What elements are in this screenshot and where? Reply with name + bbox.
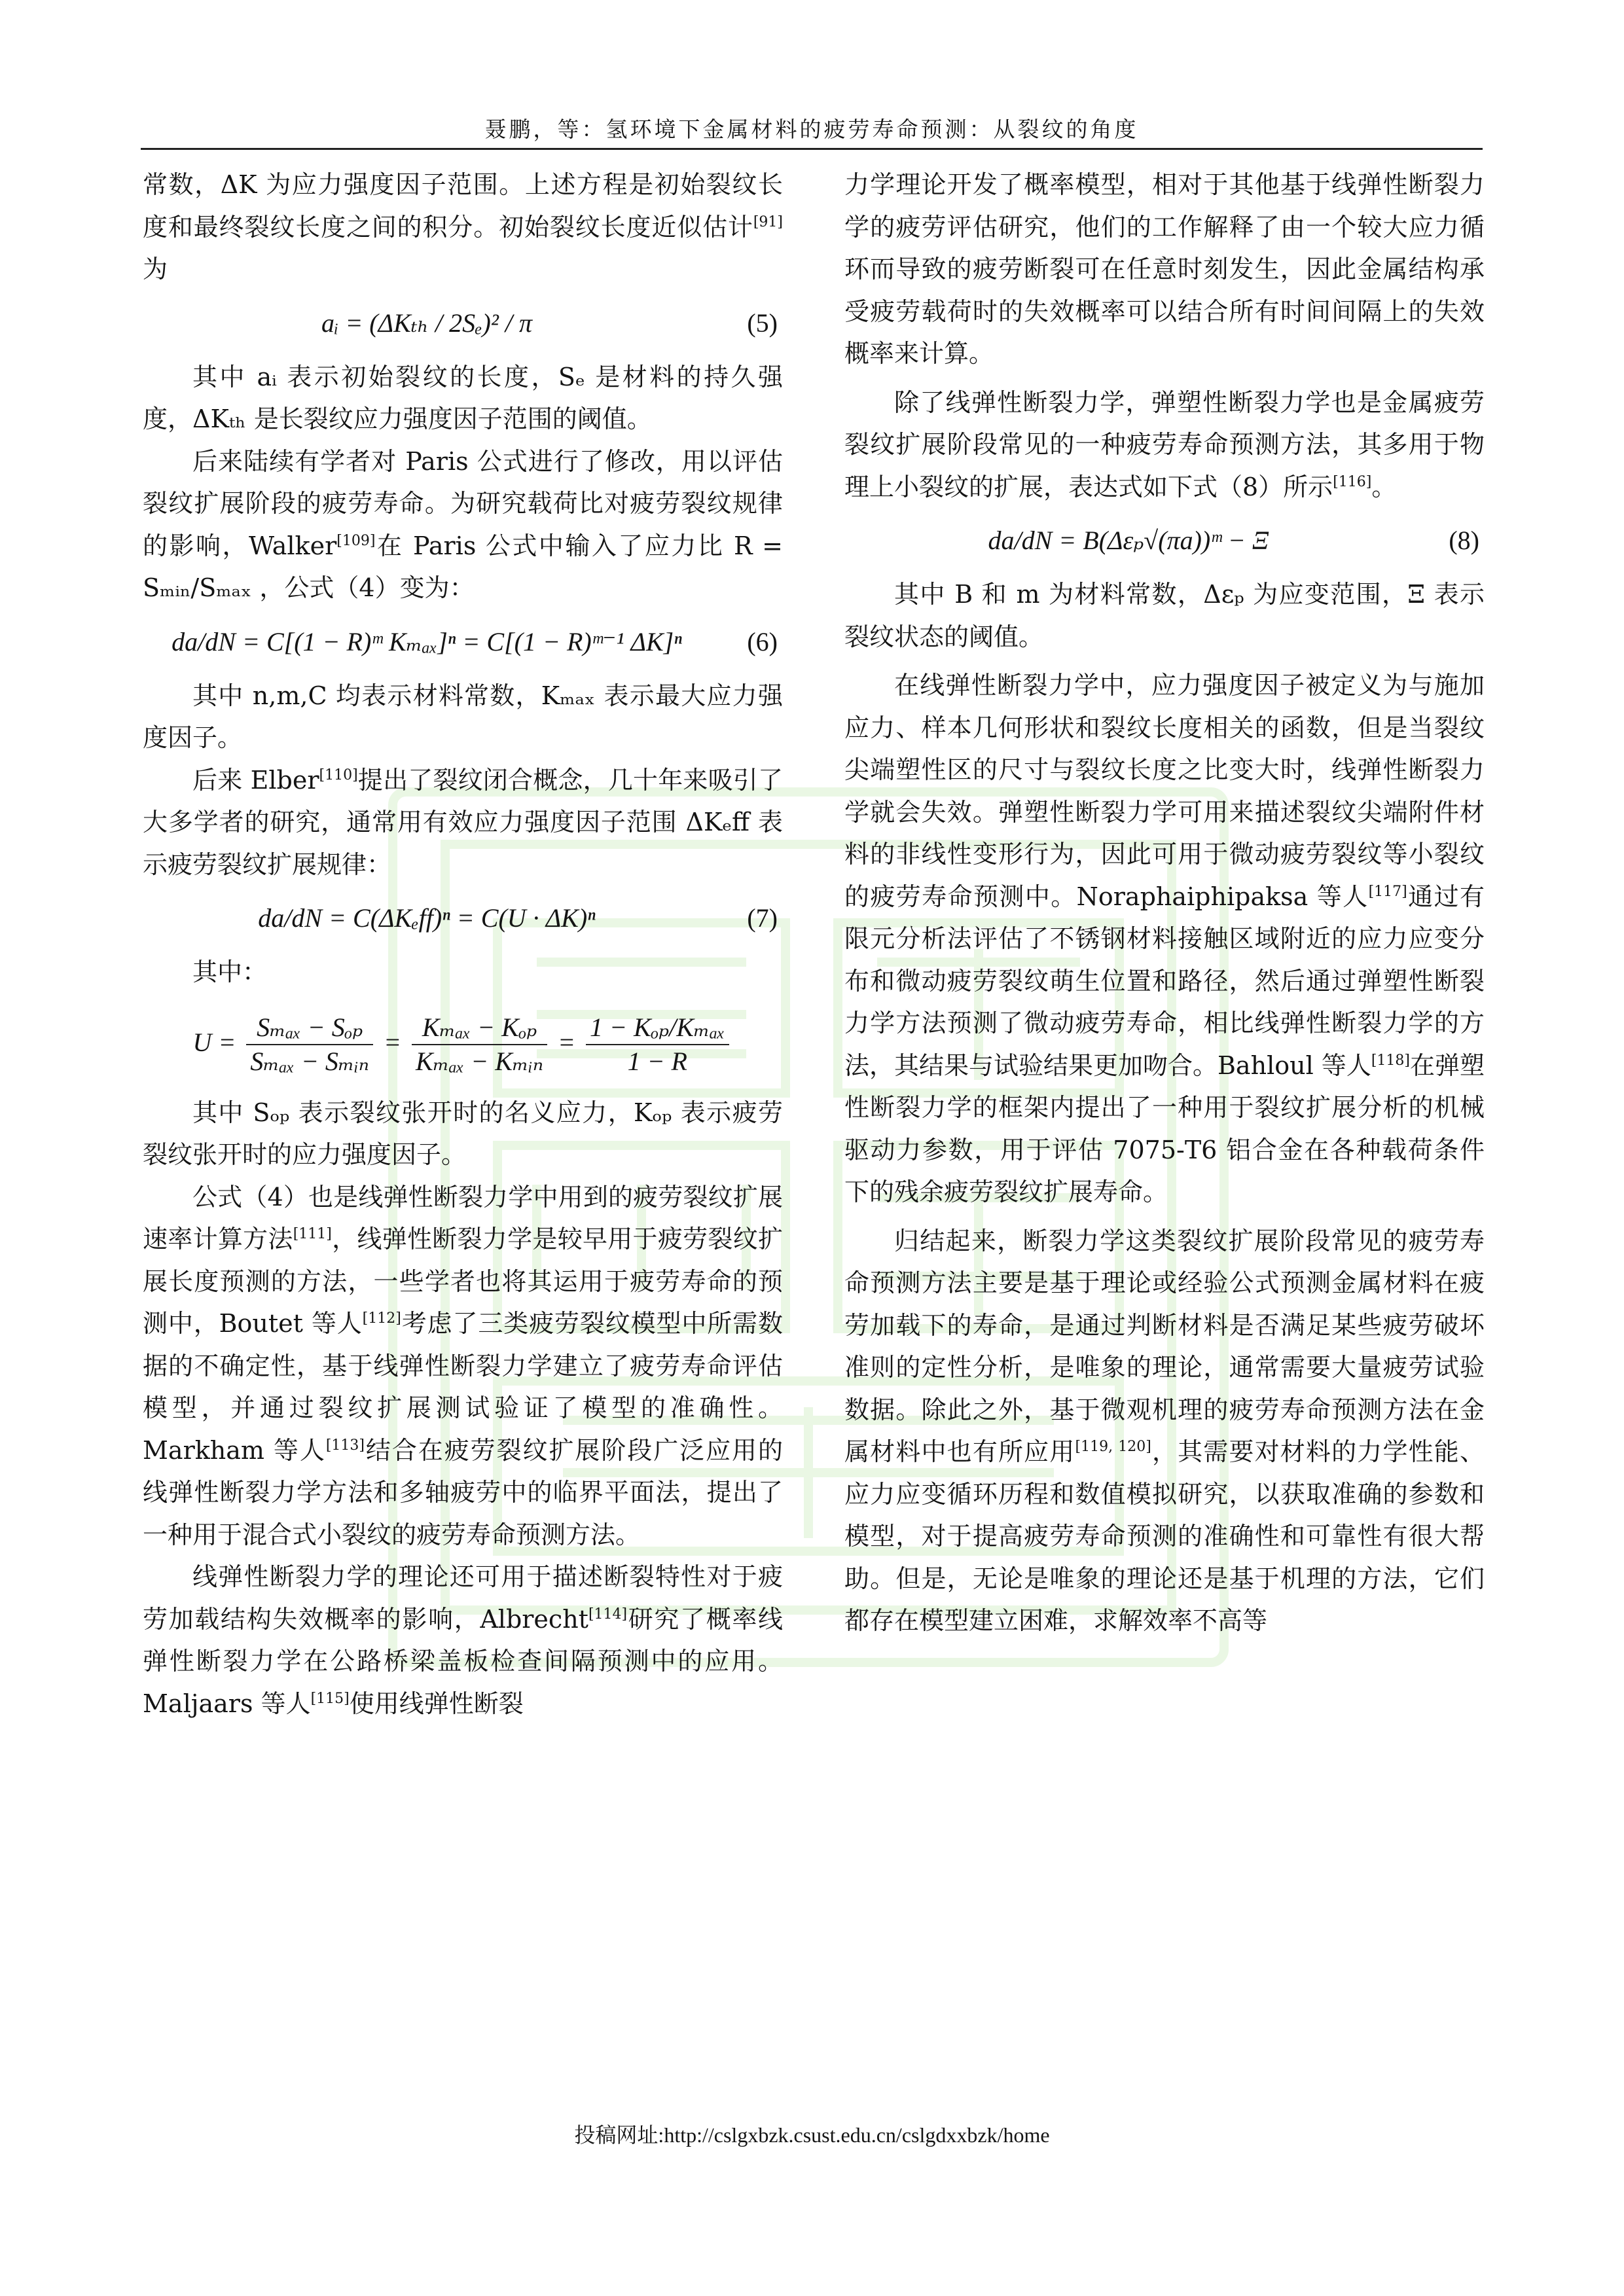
paragraph: 力学理论开发了概率模型，相对于其他基于线弹性断裂力学的疲劳评估研究，他们的工作解释了由一个较大应力循环而导致的疲劳断裂可在任意时刻发生，因此金属结构承受疲劳载荷时的失效概率可以结合所有时间间隔上的失效概率来计算。 bbox=[844, 170, 1485, 368]
citation[interactable]: [110] bbox=[319, 766, 358, 783]
fraction bbox=[586, 1011, 729, 1078]
equation-expression: da/dN = B(Δεₚ√(πa))ᵐ − Ξ bbox=[988, 526, 1269, 555]
equation-8 bbox=[844, 508, 1485, 573]
text: 在 Paris 公式中输入了应力比 R = Sₘᵢₙ/Sₘₐₓ ，公式（4）变为： bbox=[143, 531, 784, 602]
footer-url[interactable]: 投稿网址:http://cslgxbzk.csust.edu.cn/cslgdxxbzk/home bbox=[574, 2123, 1050, 2147]
text: 结合在疲劳裂纹扩展阶段广泛应用的线弹性断裂力学方法和多轴疲劳中的临界平面法，提出了一种用于混合式小裂纹的疲劳寿命预测方法。 bbox=[143, 1435, 783, 1549]
equation-expression: aᵢ = (ΔKₜₕ / 2Sₑ)² / π bbox=[321, 308, 533, 338]
text: 在弹塑性断裂力学的框架内提出了一种用于裂纹扩展分析的机械驱动力参数，用于评估 7075-T6 铝合金在各种载荷条件下的残余疲劳裂纹扩展寿命。 bbox=[844, 1050, 1485, 1206]
paragraph: 其中 Sₒₚ 表示裂纹张开时的名义应力，Kₒₚ 表示疲劳裂纹张开时的应力强度因子。 bbox=[143, 1098, 783, 1169]
text: 通过有限元分析法评估了不锈钢材料接触区域附近的应力应变分布和微动疲劳裂纹萌生位置和路径，然后通过弹塑性断裂力学方法预测了微动疲劳寿命，相比线弹性断裂力学的方法，其结果与试验结果更加吻合。Bahloul 等人 bbox=[844, 882, 1485, 1080]
denominator: Kₘₐₓ − Kₘᵢₙ bbox=[416, 1047, 544, 1077]
text: 归结起来，断裂力学这类裂纹扩展阶段常见的疲劳寿命预测方法主要是基于理论或经验公式预测金属材料在疲劳加载下的寿命，是通过判断材料是否满足某些疲劳破坏准则的定性分析，是唯象的理论，通常需要大量疲劳试验数据。除此之外，基于微观机理的疲劳寿命预测方法在金属材料中也有所应用 bbox=[844, 1226, 1485, 1466]
citation[interactable]: [111] bbox=[293, 1226, 332, 1242]
text: 常数，ΔK 为应力强度因子范围。上述方程是初始裂纹长度和最终裂纹长度之间的积分。初始裂纹长度近似估计 bbox=[143, 170, 783, 242]
text: 。 bbox=[1371, 472, 1397, 501]
equation-5 bbox=[143, 291, 783, 356]
denominator: 1 − R bbox=[627, 1047, 687, 1077]
citation[interactable]: [119, 120] bbox=[1075, 1439, 1151, 1455]
paragraph bbox=[143, 759, 783, 886]
equation-number: (7) bbox=[747, 903, 778, 933]
equals-sign: = bbox=[558, 1027, 576, 1057]
text: 后来 Elber bbox=[192, 765, 319, 795]
fraction bbox=[246, 1011, 373, 1078]
right-column bbox=[844, 164, 1485, 1642]
numerator: Kₘₐₓ − Kₒₚ bbox=[412, 1011, 547, 1045]
citation[interactable]: [116] bbox=[1333, 473, 1372, 490]
equation-number: (5) bbox=[747, 308, 778, 338]
citation[interactable]: [118] bbox=[1371, 1052, 1410, 1069]
equation-expression: da/dN = C(ΔKₑff)ⁿ = C(U · ΔK)ⁿ bbox=[258, 903, 596, 933]
citation[interactable]: [109] bbox=[336, 532, 376, 549]
equation-u bbox=[143, 994, 783, 1092]
paragraph bbox=[844, 382, 1485, 509]
text: 在线弹性断裂力学中，应力强度因子被定义为与施加应力、样本几何形状和裂纹长度相关的函数，但是当裂纹尖端塑性区的尺寸与裂纹长度之比变大时，线弹性断裂力学就会失效。弹塑性断裂力学可用来描述裂纹尖端附件材料的非线性变形行为，因此可用于微动疲劳裂纹等小裂纹的疲劳寿命预测中。Noraphaiphipaksa 等人 bbox=[844, 671, 1485, 911]
text: 后来陆续有学者对 Paris 公式进行了修改，用以评估裂纹扩展阶段的疲劳寿命。为研究载荷比对疲劳裂纹规律的影响，Walker bbox=[143, 446, 783, 560]
text: 为 bbox=[143, 255, 168, 283]
paragraph bbox=[844, 1220, 1485, 1642]
equation-number: (6) bbox=[747, 626, 778, 656]
citation[interactable]: [114] bbox=[588, 1605, 628, 1623]
running-header: 聂鹏，等：氢环境下金属材料的疲劳寿命预测：从裂纹的角度 bbox=[484, 117, 1139, 142]
citation[interactable]: [117] bbox=[1368, 883, 1407, 900]
text: 公式（4）也是线弹性断裂力学中用到的疲劳裂纹扩展速率计算方法 bbox=[143, 1182, 783, 1253]
citation[interactable]: [113] bbox=[325, 1437, 365, 1454]
citation[interactable]: [115] bbox=[310, 1690, 350, 1707]
fraction bbox=[412, 1011, 547, 1078]
equation-7 bbox=[143, 886, 783, 951]
text: ，线弹性断裂力学是较早用于疲劳裂纹扩展长度预测的方法，一些学者也将其运用于疲劳寿命的预测中，Boutet 等人 bbox=[143, 1225, 783, 1338]
equals-sign: = bbox=[384, 1027, 402, 1057]
numerator: 1 − Kₒₚ/Kₘₐₓ bbox=[586, 1011, 729, 1045]
paragraph: 其中 n,m,C 均表示材料常数，Kₘₐₓ 表示最大应力强度因子。 bbox=[143, 681, 783, 752]
text: 线弹性断裂力学的理论还可用于描述断裂特性对于疲劳加载结构失效概率的影响，Albrecht bbox=[143, 1562, 783, 1634]
paragraph bbox=[143, 1556, 783, 1725]
equation-lhs: U = bbox=[192, 1027, 236, 1057]
paragraph bbox=[143, 440, 783, 609]
paragraph: 其中： bbox=[192, 958, 268, 986]
left-column bbox=[143, 164, 783, 1725]
text: 使用线弹性断裂 bbox=[349, 1689, 524, 1718]
paragraph bbox=[844, 664, 1485, 1213]
text: 提出了裂纹闭合概念，几十年来吸引了大多学者的研究，通常用有效应力强度因子范围 ΔKₑff 表示疲劳裂纹扩展规律： bbox=[143, 765, 783, 879]
text: 除了线弹性断裂力学，弹塑性断裂力学也是金属疲劳裂纹扩展阶段常见的一种疲劳寿命预测方法，其多用于物理上小裂纹的扩展，表达式如下式（8）所示 bbox=[844, 387, 1485, 501]
text: 研究了概率线弹性断裂力学在公路桥梁盖板检查间隔预测中的应用。Maljaars 等人 bbox=[143, 1604, 783, 1718]
citation[interactable]: [91] bbox=[753, 213, 783, 230]
equation-6 bbox=[143, 609, 783, 675]
paragraph bbox=[143, 164, 783, 291]
equation-expression: da/dN = C[(1 − R)ᵐ Kₘₐₓ]ⁿ = C[(1 − R)ᵐ⁻¹ ΔK]ⁿ bbox=[171, 626, 682, 656]
text: 考虑了三类疲劳裂纹模型中所需数据的不确定性，基于线弹性断裂力学建立了疲劳寿命评估模型，并通过裂纹扩展测试验证了模型的准确性。Markham 等人 bbox=[143, 1309, 783, 1465]
citation[interactable]: [112] bbox=[362, 1310, 401, 1327]
text: ，其需要对材料的力学性能、应力应变循环历程和数值模拟研究，以获取准确的参数和模型，对于提高疲劳寿命预测的准确性和可靠性有很大帮助。但是，无论是唯象的理论还是基于机理的方法，它们都存在模型建立困难，求解效率不高等 bbox=[844, 1437, 1485, 1635]
paragraph: 其中 aᵢ 表示初始裂纹的长度，Sₑ 是材料的持久强度，ΔKₜₕ 是长裂纹应力强度因子范围的阈值。 bbox=[143, 362, 783, 433]
equation-expression bbox=[143, 994, 783, 1092]
header-rule bbox=[141, 148, 1483, 150]
paragraph: 其中 B 和 m 为材料常数，Δεₚ 为应变范围，Ξ 表示裂纹状态的阈值。 bbox=[844, 580, 1485, 651]
denominator: Sₘₐₓ − Sₘᵢₙ bbox=[250, 1047, 370, 1077]
numerator: Sₘₐₓ − Sₒₚ bbox=[246, 1011, 373, 1045]
paragraph bbox=[143, 1176, 783, 1556]
equation-number: (8) bbox=[1449, 526, 1479, 555]
